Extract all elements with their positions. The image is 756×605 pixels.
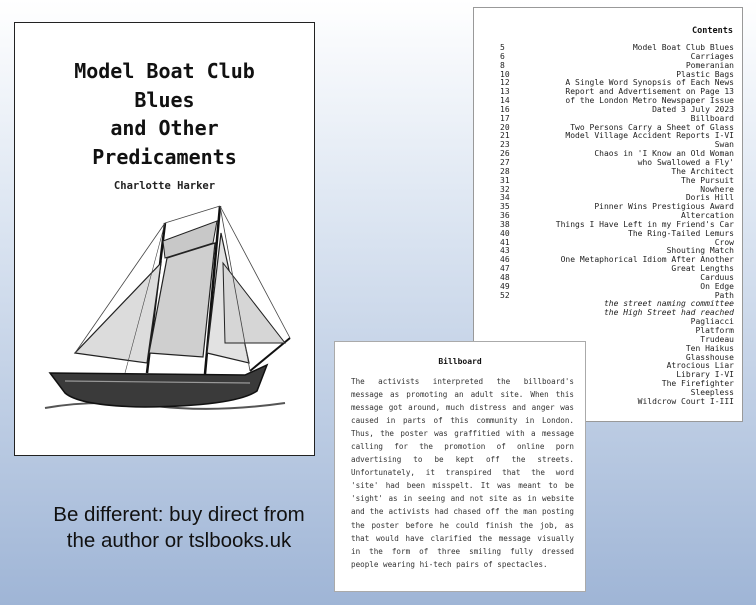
toc-page-number: 10 [500,70,510,79]
toc-entry: Doris Hill [685,194,734,203]
toc-entry: Wildcrow Court I-III [637,397,734,406]
toc-entry: Atrocious Liar [666,362,734,371]
toc-page-number: 26 [500,150,510,159]
toc-page-number: 5 [500,44,505,52]
contents-heading: Contents [692,26,733,36]
toc-entry: Altercation [681,212,734,221]
toc-page-numbers [500,44,520,300]
toc-entry: Pinner Wins Prestigious Award [594,203,734,212]
book-cover [14,22,315,456]
toc-entry: who Swallowed a Fly' [637,158,734,167]
toc-entry: Billboard [690,114,734,123]
toc-page-number: 36 [500,212,510,221]
toc-page-number: 35 [500,203,510,212]
toc-page-number: 27 [500,158,510,167]
toc-page-number: 20 [500,123,510,132]
toc-entry: Dated 3 July 2023 [652,105,734,114]
toc-page-number: 28 [500,167,510,176]
toc-page-number: 40 [500,229,510,238]
toc-entry: the High Street had reached [603,309,734,318]
toc-page-number: 34 [500,194,510,203]
toc-page-number: 8 [500,61,505,70]
toc-entry: The Architect [671,167,734,176]
toc-entry: The Ring-Tailed Lemurs [628,229,734,238]
toc-page-number: 49 [500,282,510,291]
toc-entry: Chaos in 'I Know an Old Woman [594,150,734,159]
toc-page-number: 41 [500,238,510,247]
toc-entry: Plastic Bags [676,70,734,79]
billboard-heading: Billboard [438,357,482,366]
toc-entry: Report and Advertisement on Page 13 [565,88,734,97]
toc-entry: Platform [695,327,734,335]
book-author: Charlotte Harker [113,180,216,192]
toc-entry: Things I Have Left in my Friend's Car [555,220,734,229]
toc-page-number: 16 [500,105,510,114]
toc-page-number: 32 [500,185,510,194]
toc-entry: Library I-VI [676,371,734,380]
toc-entry: Glasshouse [685,353,734,362]
toc-page-number: 14 [500,97,510,106]
toc-page-number: 43 [500,247,510,256]
sailing-ship-icon [35,203,295,433]
toc-page-number: 48 [500,273,510,282]
toc-entry: Two Persons Carry a Sheet of Glass [570,123,734,132]
toc-entry: Carduus [700,273,734,282]
toc-entry: A Single Word Synopsis of Each News [565,79,734,88]
toc-page-number: 21 [500,132,510,141]
toc-page-number: 17 [500,114,510,123]
toc-entry: Pomeranian [685,61,734,70]
toc-entry: On Edge [700,282,734,291]
toc-entry: Crow [714,238,734,247]
toc-entry: One Metaphorical Idiom After Another [560,256,734,265]
toc-entry: Model Village Accident Reports I-VI [565,132,734,141]
toc-page-number: 12 [500,79,510,88]
toc-page-number: 6 [500,52,505,61]
toc-entry: the street naming committee [603,300,734,309]
toc-entry: Nowhere [700,185,734,194]
toc-entry: Ten Haikus [685,344,734,353]
toc-page-number: 52 [500,291,510,300]
toc-entry: Shouting Match [666,247,734,256]
toc-entry: of the London Metro Newspaper Issue [565,97,734,106]
toc-page-number: 47 [500,265,510,274]
toc-page-number: 31 [500,176,510,185]
billboard-body: The activists interpreted the billboard's message as promoting an adult site. When this message got around, much distress and anger was caused in parts of this community in London. Thus, the poster was graffitied with a message calling for the promotion of online porn advertising to be kept off the streets. Unfortunately, it transpired that the word 'site' had been misspelt. It was meant to be 'sight' as in seeing and not site as in website and the activists had chased off the man posting the poster before he could finish the job, as that would have clarified the message visually in the form of three smiling fully dressed people wearing hi-tech pairs of spectacles. [351,377,574,569]
toc-page-number: 46 [500,256,510,265]
promo-text: Be different: buy direct from the author or tslbooks.uk [53,503,305,552]
toc-entry: The Firefighter [661,380,734,389]
book-title: Model Boat Club Blues and Other Predicaments [74,59,255,169]
toc-page-number: 23 [500,141,510,150]
toc-page-number: 13 [500,88,510,97]
toc-entry: Swan [714,141,734,150]
billboard-page [334,341,586,592]
toc-entry: Carriages [690,52,734,61]
toc-entry: Trudeau [700,335,734,344]
toc-entry: Path [714,291,734,300]
toc-entry: Pagliacci [690,318,734,327]
toc-entry: Sleepless [690,388,734,397]
toc-entry: Model Boat Club Blues [632,44,734,52]
toc-entry: The Pursuit [681,176,734,185]
toc-entry: Great Lengths [671,265,734,274]
toc-page-number: 38 [500,220,510,229]
